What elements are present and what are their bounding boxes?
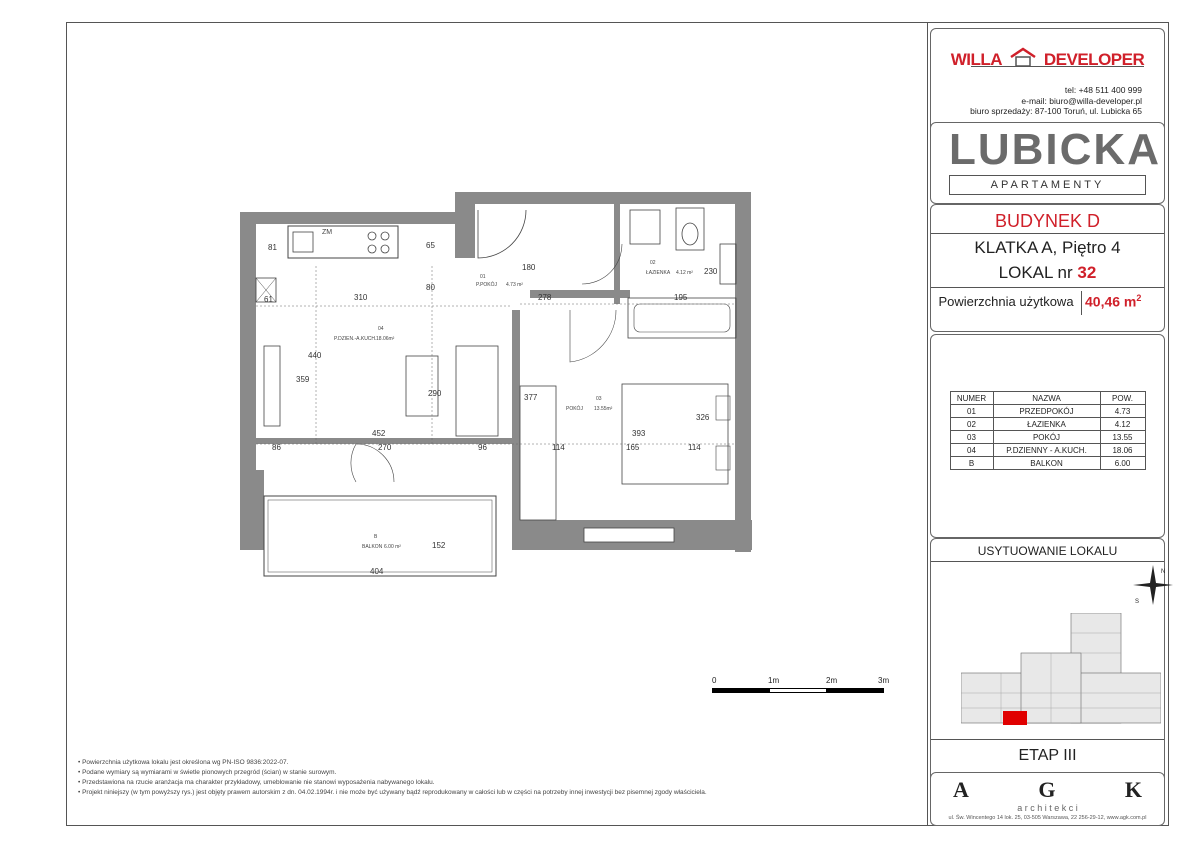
dim-152: 152 [432,541,446,550]
svg-text:N: N [1161,569,1166,575]
col-name: NAZWA [993,392,1100,405]
contact-info [931,85,1164,117]
scale-label-2: 2m [826,676,838,685]
table-row: 04 P.DZIENNY - A.KUCH. 18.06 [950,444,1145,457]
project-box [930,122,1165,204]
scale-label-0: 0 [712,676,717,685]
office-address: biuro sprzedaży: 87-100 Toruń, ul. Lubicka 65 [970,106,1142,116]
scale-bar [712,676,890,693]
phone: tel: +48 511 400 999 [1064,85,1142,95]
dim-86: 86 [272,443,281,452]
building-title: BUDYNEK D [994,211,1101,231]
dim-278: 278 [538,293,552,302]
location-box [930,538,1165,786]
area-label: Powierzchnia użytkowa [931,291,1082,315]
dim-404: 404 [370,567,384,576]
stage-label: ETAP III [1018,747,1077,764]
dim-96: 96 [478,443,487,452]
col-area: POW. [1100,392,1145,405]
email: e-mail: biuro@willa-developer.pl [1021,95,1142,106]
unit-box [930,204,1165,332]
roomB-area: 6.00 m² [384,544,401,550]
svg-text:S: S [1135,599,1140,605]
floor-plan [230,186,790,626]
dim-65: 65 [426,241,435,250]
scale-label-3: 3m [878,676,890,685]
rooms-box [930,334,1165,538]
roomB-name: BALKON [362,544,383,550]
room01-area: 4.73 m² [506,282,523,288]
area-value [1085,293,1141,310]
room02-area: 4.12 m² [676,270,693,276]
note-4: • Projekt niniejszy (w tym powyższy rys.) jest objęty prawem autorskim z dn. 04.02.1994r. i nie może być używany bądź reprodukowany w całości lub w części na potrzeby innej inwestycji bez pisemnej zgody właściciela. [78,788,707,798]
note-1: • Powierzchnia użytkowa lokalu jest określona wg PN-ISO 9836:2022-07. [78,758,707,768]
dim-270: 270 [378,443,392,452]
location-title: USYTUOWANIE LOKALU [977,544,1118,558]
architect-word: a r c h i t e k c i [1017,803,1078,813]
compass-icon [1131,563,1175,607]
dim-195: 195 [674,293,688,302]
dim-114b: 114 [688,443,701,452]
logo-left: WILLA [950,50,1002,69]
unit-location-marker [1003,711,1027,725]
house-icon [1009,47,1037,65]
dim-61: 61 [264,295,273,304]
room01-number: 01 [480,274,486,280]
dim-359: 359 [296,375,310,384]
architect-box [930,772,1165,826]
room01-name: P.POKÓJ [476,282,498,288]
dim-290: 290 [428,389,442,398]
table-row: 01 PRZEDPOKÓJ 4.73 [950,405,1145,418]
dim-180: 180 [522,263,536,272]
room04-name: P.DZIEN.-A.KUCH. [334,336,377,342]
room03-area: 13.55m² [594,406,613,412]
room03-number: 03 [596,396,602,402]
note-2: • Podane wymiary są wymiarami w świetle pionowych przegród (ścian) w stanie surowym. [78,768,707,778]
logo-right: DEVELOPER [1043,50,1145,69]
architect-address: ul. Św. Wincentego 14 lok. 25, 03-505 Warszawa, 22 256-29-12, www.agk.com.pl [948,815,1147,821]
lokal-label: LOKAL nr [998,263,1073,282]
notes [78,758,707,798]
room04-number: 04 [378,326,384,332]
room04-area: 18.06m² [376,336,395,342]
dim-80: 80 [426,283,435,292]
dim-452: 452 [372,429,386,438]
dim-114a: 114 [552,443,565,452]
dim-81: 81 [268,243,277,252]
room03-name: POKÓJ [566,406,583,412]
zm-label: ZM [322,229,333,236]
dim-326: 326 [696,413,710,422]
area-unit: 2 [1136,293,1142,303]
sidebar [927,22,1169,826]
note-3: • Przedstawiona na rzucie aranżacja ma charakter przykładowy, umeblowanie nie stanowi wyposażenia nabywanego lokalu. [78,778,707,788]
room02-number: 02 [650,260,656,266]
scale-label-1: 1m [768,676,780,685]
col-number: NUMER [950,392,993,405]
rooms-table [950,391,1146,470]
dim-165: 165 [626,443,640,452]
project-name: LUBICKA [949,125,1161,174]
room02-name: ŁAZIENKA [646,270,671,276]
architect-logo: A G K [953,777,1142,802]
area-number: 40,46 m [1085,293,1137,310]
dim-393: 393 [632,429,646,438]
table-row: 03 POKÓJ 13.55 [950,431,1145,444]
table-row: B BALKON 6.00 [950,457,1145,470]
table-row: 02 ŁAZIENKA 4.12 [950,418,1145,431]
site-map [961,613,1161,733]
roomB-number: B [374,534,378,540]
dim-310: 310 [354,293,368,302]
dim-230: 230 [704,267,718,276]
dim-440: 440 [308,351,322,360]
lokal-number: 32 [1077,263,1097,282]
project-subtitle: APARTAMENTY [949,175,1146,195]
dim-377: 377 [524,393,538,402]
lokal-line [931,263,1164,283]
stair-floor: KLATKA A, Piętro 4 [974,238,1121,257]
